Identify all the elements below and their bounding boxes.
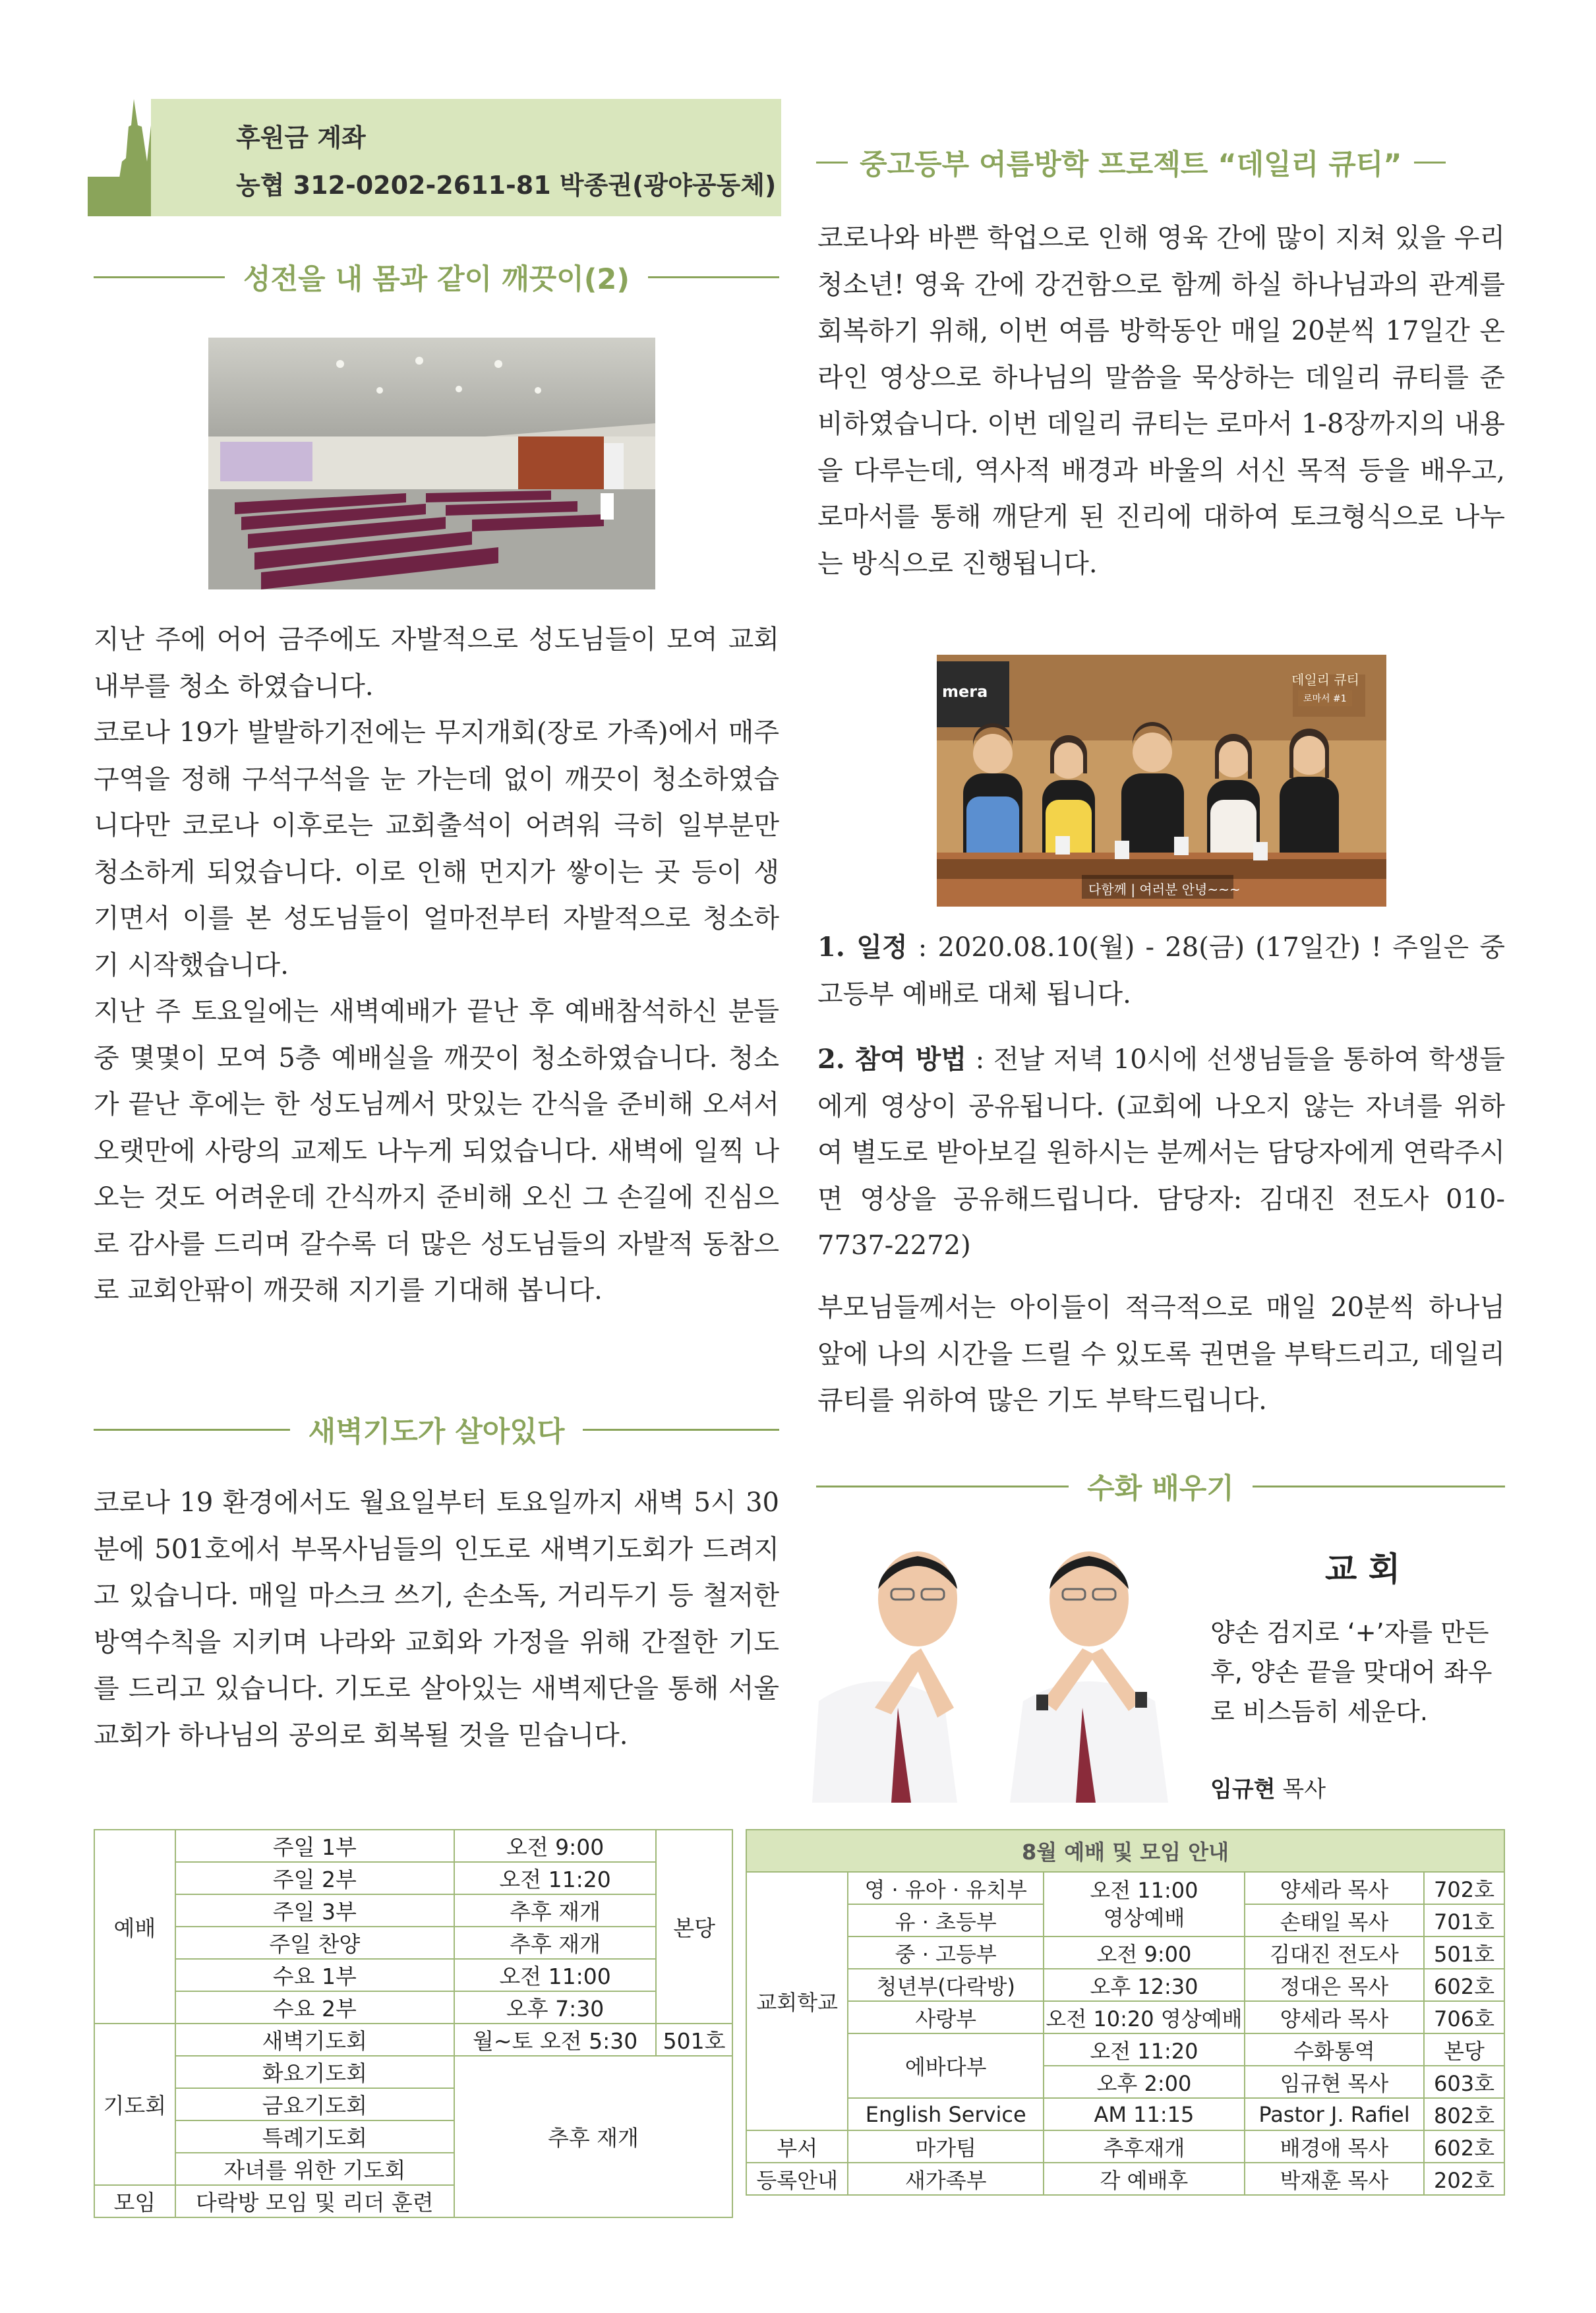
- table-row: [746, 2130, 1504, 2163]
- table-cell: 각 예배후: [1044, 2163, 1245, 2195]
- qt-schedule: [817, 924, 1505, 1017]
- heading-rule-left: [816, 162, 848, 164]
- table-cell: AM 11:15: [1044, 2098, 1245, 2130]
- qt-intro: [817, 215, 1505, 587]
- qt-method-colon: :: [966, 1044, 993, 1075]
- table-cell: 706호: [1424, 2001, 1504, 2033]
- table-row: [746, 1872, 1504, 1904]
- heading-rule-right: [1253, 1486, 1505, 1487]
- table-row: [94, 1927, 732, 1959]
- table-cell: 추후재개: [1044, 2130, 1245, 2163]
- table-cell: 오전 10:20 영상예배: [1044, 2001, 1245, 2033]
- table-cell: 오전 11:20: [454, 1862, 656, 1894]
- table-cell: 금요기도회: [175, 2088, 454, 2120]
- table-header-row: [746, 1830, 1504, 1872]
- august-schedule-table: [746, 1829, 1505, 2196]
- table-row: [94, 1894, 732, 1927]
- table-cell: 청년부(다락방): [848, 1969, 1044, 2001]
- table-cell: 새가족부: [848, 2163, 1044, 2195]
- qt-schedule-text: 2020.08.10(월) - 28(금) (17일간) ! 주일은 중고등부 예배로 대체 됩니다.: [817, 932, 1506, 1009]
- table-row: [94, 1830, 732, 1862]
- table-row: [746, 2001, 1504, 2033]
- qt-method-label: 2. 참여 방법: [817, 1044, 967, 1075]
- dawn-prayer-paragraph: 코로나 19 환경에서도 월요일부터 토요일까지 새벽 5시 30분에 501호에서 부목사님들의 인도로 새벽기도회가 드려지고 있습니다. 매일 마스크 쓰기, 손소독, 거리두기 등 철저한 방역수칙을 지키며 나라와 교회와 가정을 위해 간절한 기도를 드리고 있습니다. 기도로 살아있는 새벽제단을 통해 서울교회가 하나님의 공의로 회복될 것을 믿습니다.: [94, 1487, 779, 1751]
- table-cell: 다락방 모임 및 리더 훈련: [175, 2185, 454, 2217]
- heading-rule-right: [1414, 162, 1446, 164]
- heading-rule-right: [648, 276, 779, 278]
- table-title: 8월 예배 및 모임 안내: [746, 1830, 1504, 1872]
- table-cell: 추후 재개: [454, 2056, 732, 2217]
- table-row: [746, 2033, 1504, 2066]
- qt-closing: [817, 1284, 1505, 1424]
- table-cell: 오전 11:00 영상예배: [1044, 1872, 1245, 1937]
- table-row: [94, 2024, 732, 2056]
- table-cell: 임규현 목사: [1245, 2066, 1424, 2098]
- table-row: [94, 1862, 732, 1894]
- table-cell: 오전 9:00: [1044, 1937, 1245, 1969]
- table-cell: 추후 재개: [454, 1927, 656, 1959]
- table-cell: 주일 3부: [175, 1894, 454, 1927]
- sign-author: [1210, 1771, 1326, 1803]
- table-cell: 오후 12:30: [1044, 1969, 1245, 2001]
- cleaning-heading: [94, 257, 779, 297]
- table-cell: 오후 2:00: [1044, 2066, 1245, 2098]
- cleaning-body: [94, 616, 779, 1314]
- table-cell: 오전 11:00: [454, 1959, 656, 1991]
- table-row: [746, 1937, 1504, 1969]
- table-cell: 김대진 전도사: [1245, 1937, 1424, 1969]
- qt-photo-camera-text: mera: [942, 682, 988, 701]
- table-cell: 기도회: [94, 2024, 175, 2185]
- table-cell: 중 · 고등부: [848, 1937, 1044, 1969]
- sign-heading: [816, 1466, 1505, 1506]
- table-row: [746, 2163, 1504, 2195]
- qt-method: [817, 1036, 1505, 1269]
- table-cell: 202호: [1424, 2163, 1504, 2195]
- table-cell: 본당: [1424, 2033, 1504, 2066]
- sign-author-title: 목사: [1282, 1776, 1326, 1803]
- cleaning-paragraph: 지난 주에 어어 금주에도 자발적으로 성도님들이 모여 교회내부를 청소 하였습니다.: [94, 624, 779, 702]
- table-cell: 702호: [1424, 1872, 1504, 1904]
- qt-photo-overlay-sub: 로마서 #1: [1298, 690, 1352, 706]
- table-cell: 주일 찬양: [175, 1927, 454, 1959]
- qt-closing-paragraph: 부모님들께서는 아이들이 적극적으로 매일 20분씩 하나님 앞에 나의 시간을 드릴 수 있도록 권면을 부탁드리고, 데일리 큐티를 위하여 많은 기도 부탁드립니다.: [817, 1292, 1505, 1416]
- table-cell: 추후 재개: [454, 1894, 656, 1927]
- table-row: [94, 1959, 732, 1991]
- table-cell: 자녀를 위한 기도회: [175, 2153, 454, 2185]
- table-cell: 모임: [94, 2185, 175, 2217]
- donation-account: 농협 312-0202-2611-81 박종권(광야공동체): [236, 171, 777, 200]
- table-cell: 602호: [1424, 2130, 1504, 2163]
- qt-photo-caption: 다함께 | 여러분 안녕~~~: [1088, 882, 1241, 897]
- table-cell: 마가팀: [848, 2130, 1044, 2163]
- qt-heading: [816, 142, 1505, 182]
- donation-title: 후원금 계좌: [236, 123, 366, 152]
- table-cell: 오전 9:00: [454, 1830, 656, 1862]
- table-row: [746, 1969, 1504, 2001]
- table-cell: 박재훈 목사: [1245, 2163, 1424, 2195]
- table-cell: 양세라 목사: [1245, 1872, 1424, 1904]
- dawn-prayer-heading-text: 새벽기도가 살아있다: [308, 1415, 565, 1449]
- qt-heading-text: 중고등부 여름방학 프로젝트 “데일리 큐티”: [860, 148, 1402, 181]
- table-row: [94, 2056, 732, 2088]
- sign-word: 교 회: [1325, 1550, 1401, 1588]
- sign-author-name: 임규현: [1210, 1776, 1276, 1803]
- table-row: [94, 1991, 732, 2024]
- table-cell: 양세라 목사: [1245, 2001, 1424, 2033]
- table-cell: 정대은 목사: [1245, 1969, 1424, 2001]
- table-cell: 701호: [1424, 1904, 1504, 1937]
- table-cell: 사랑부: [848, 2001, 1044, 2033]
- table-cell: 부서: [746, 2130, 848, 2163]
- table-row: [746, 2098, 1504, 2130]
- qt-photo-overlay-title: 데일리 큐티: [1291, 672, 1359, 688]
- table-cell: 수요 1부: [175, 1959, 454, 1991]
- heading-rule-left: [94, 276, 225, 278]
- table-cell: 새벽기도회: [175, 2024, 454, 2056]
- table-cell: 501호: [1424, 1937, 1504, 1969]
- table-cell: 602호: [1424, 1969, 1504, 2001]
- qt-method-text: 전날 저녁 10시에 선생님들을 통하여 학생들에게 영상이 공유됩니다. (교회에 나오지 않는 자녀를 위하여 별도로 받아보길 원하시는 분께서는 담당자에게 연락주시면 영상을 공유해드립니다. 담당자: 김대진 전도사 010-7737-2272): [817, 1044, 1505, 1261]
- table-cell: 주일 1부: [175, 1830, 454, 1862]
- table-cell: 배경애 목사: [1245, 2130, 1424, 2163]
- table-cell: 오전 11:20: [1044, 2033, 1245, 2066]
- table-cell: 월~토 오전 5:30: [454, 2024, 656, 2056]
- worship-hall-photo: [208, 338, 655, 589]
- qt-video-photo: [937, 655, 1386, 907]
- table-cell: 에바다부: [848, 2033, 1044, 2098]
- sign-description: 양손 검지로 ‘+’자를 만든 후, 양손 끝을 맞대어 좌우로 비스듬히 세운다.: [1210, 1618, 1493, 1726]
- heading-rule-right: [583, 1429, 779, 1431]
- table-cell: 수화통역: [1245, 2033, 1424, 2066]
- table-cell: 특례기도회: [175, 2120, 454, 2153]
- heading-rule-left: [816, 1486, 1069, 1487]
- cleaning-paragraph: 지난 주 토요일에는 새벽예배가 끝난 후 예배참석하신 분들 중 몇몇이 모여 5층 예배실을 깨끗이 청소하였습니다. 청소가 끝난 후에는 한 성도님께서 맛있는 간식을 준비해 오셔서 오랫만에 사랑의 교제도 나누게 되었습니다. 새벽에 일찍 나오는 것도 어려운데 간식까지 준비해 오신 그 손길에 진심으로 감사를 드리며 갈수록 더 많은 성도님들의 자발적 동참으로 교회안팎이 깨끗해 지기를 기대해 봅니다.: [94, 996, 779, 1306]
- table-cell: 화요기도회: [175, 2056, 454, 2088]
- table-cell: 603호: [1424, 2066, 1504, 2098]
- table-cell: 오후 7:30: [454, 1991, 656, 2024]
- table-cell: 손태일 목사: [1245, 1904, 1424, 1937]
- table-cell: 유 · 초등부: [848, 1904, 1044, 1937]
- table-cell: 본당: [656, 1830, 732, 2024]
- donation-box: [88, 99, 781, 216]
- qt-schedule-label: 1. 일정: [817, 932, 908, 963]
- table-cell: 501호: [656, 2024, 732, 2056]
- dawn-prayer-heading: [94, 1410, 779, 1449]
- table-cell: 교회학교: [746, 1872, 848, 2130]
- worship-schedule-table: [94, 1829, 733, 2218]
- dawn-prayer-body: [94, 1480, 779, 1758]
- qt-schedule-colon: :: [907, 932, 938, 963]
- cleaning-paragraph: 코로나 19가 발발하기전에는 무지개회(장로 가족)에서 매주 구역을 정해 구석구석을 눈 가는데 없이 깨끗이 청소하였습니다만 코로나 이후로는 교회출석이 어려워 극히 일부분만 청소하게 되었습니다. 이로 인해 먼지가 쌓이는 곳 등이 생기면서 이를 본 성도님들이 얼마전부터 자발적으로 청소하기 시작했습니다.: [94, 717, 779, 980]
- table-cell: 등록안내: [746, 2163, 848, 2195]
- cleaning-heading-text: 성전을 내 몸과 같이 깨끗이(2): [243, 262, 630, 296]
- table-cell: 수요 2부: [175, 1991, 454, 2024]
- table-cell: 예배: [94, 1830, 175, 2024]
- heading-rule-left: [94, 1429, 290, 1431]
- sign-language-photo: [812, 1536, 1191, 1803]
- table-cell: Pastor J. Rafiel: [1245, 2098, 1424, 2130]
- table-cell: 802호: [1424, 2098, 1504, 2130]
- table-cell: 주일 2부: [175, 1862, 454, 1894]
- qt-intro-paragraph: 코로나와 바쁜 학업으로 인해 영육 간에 많이 지쳐 있을 우리 청소년! 영육 간에 강건함으로 함께 하실 하나님과의 관계를 회복하기 위해, 이번 여름 방학동안 매일 20분씩 17일간 온라인 영상으로 하나님의 말씀을 묵상하는 데일리 큐티를 준비하였습니다. 이번 데일리 큐티는 로마서 1-8장까지의 내용을 다루는데, 역사적 배경과 바울의 서신 목적 등을 배우고, 로마서를 통해 깨닫게 된 진리에 대하여 토크형식으로 나누는 방식으로 진행됩니다.: [817, 223, 1505, 579]
- table-cell: English Service: [848, 2098, 1044, 2130]
- table-cell: 영 · 유아 · 유치부: [848, 1872, 1044, 1904]
- sign-heading-text: 수화 배우기: [1087, 1472, 1234, 1505]
